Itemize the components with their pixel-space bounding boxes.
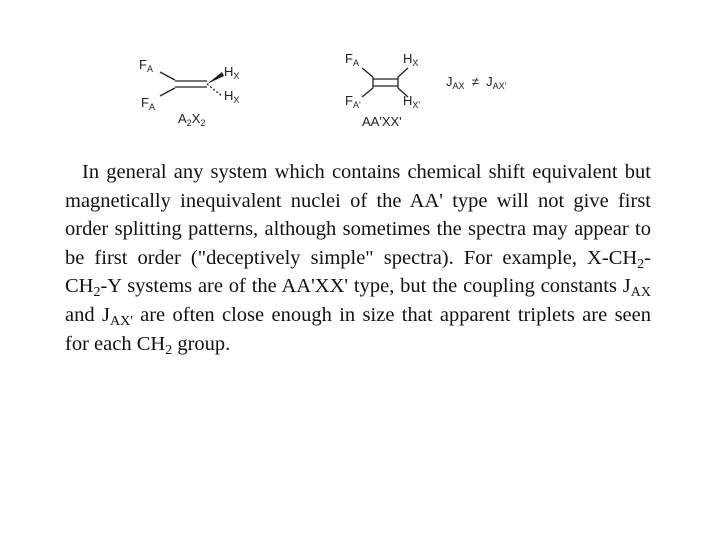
left-f-top-label: $F_A$ bbox=[139, 57, 153, 74]
right-bond-h-top bbox=[398, 68, 408, 77]
left-spin-system-caption: $A_2X_2$ bbox=[178, 111, 206, 128]
right-bond-f-top bbox=[362, 68, 373, 77]
left-bond-f-top bbox=[160, 72, 175, 80]
left-bond-f-bottom bbox=[160, 88, 175, 96]
body-paragraph: In general any system which contains chemical shift equivalent but magnetically inequivalent nuclei of the AA' type will not give first order splitting patterns, although sometimes the spectra may appear to be first order ("deceptively simple" spectra). For example, $X-CH_2-CH_2-Y$ systems are of the AA'XX' type, but the coupling constants $J_{AX}$ and $J_{AX'}$ are often close enough in size that apparent triplets are seen for each $CH_2$ group. bbox=[65, 161, 651, 358]
left-h-bottom-label: $H_X$ bbox=[224, 88, 240, 105]
left-f-bottom-label: $F_A$ bbox=[141, 95, 155, 112]
not-equal-sign: ≠ bbox=[471, 74, 479, 89]
right-bond-f-bottom bbox=[362, 88, 373, 97]
right-h-bottom-label: $H_{X'}$ bbox=[403, 93, 421, 110]
left-wedge-bond bbox=[207, 72, 224, 84]
right-f-bottom-label: $F_{A'}$ bbox=[345, 93, 361, 110]
coupling-relation: $J_{AX} \ne J_{AX'}$ bbox=[446, 74, 507, 91]
right-f-top-label: $F_A$ bbox=[345, 51, 359, 68]
right-h-top-label: $H_X$ bbox=[403, 51, 419, 68]
left-hash-bond bbox=[207, 84, 222, 96]
bond-drawing bbox=[0, 0, 720, 140]
left-h-top-label: $H_X$ bbox=[224, 64, 240, 81]
right-spin-system-caption: AA'XX' bbox=[362, 114, 402, 129]
nmr-spin-system-figure bbox=[0, 0, 720, 140]
